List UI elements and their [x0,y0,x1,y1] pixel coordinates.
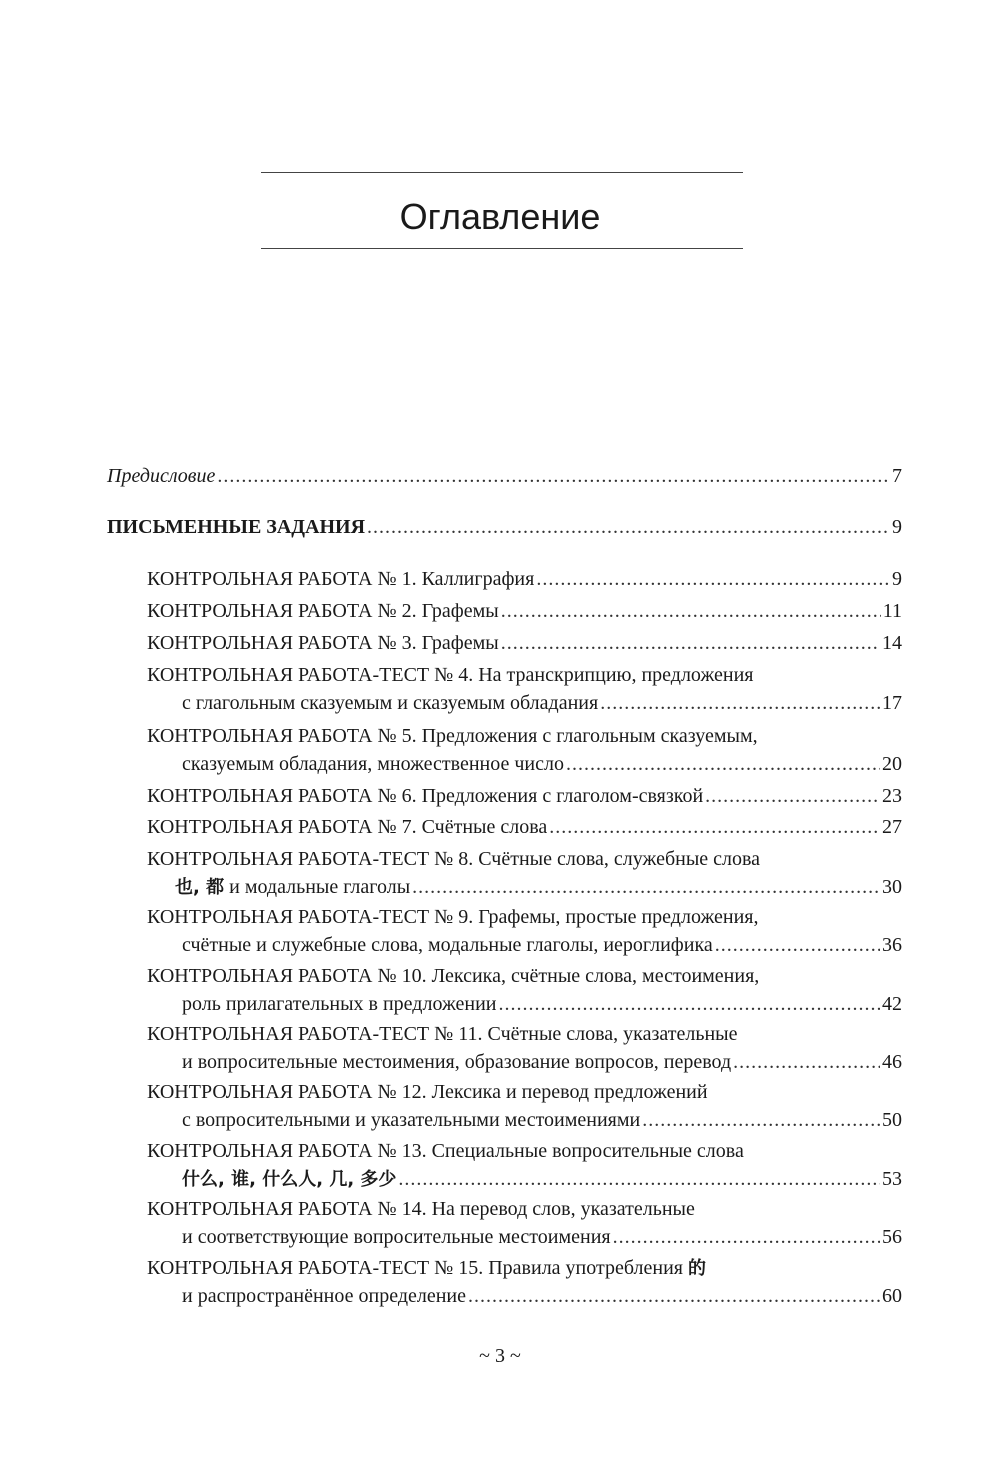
toc-entry-page: 53 [882,1168,902,1190]
toc-entry-label: КОНТРОЛЬНАЯ РАБОТА № 3. Графемы [147,632,499,654]
toc-entry-page: 50 [882,1109,902,1131]
toc-entry-line1 [0,722,1000,750]
toc-entry-line1 [0,1137,1000,1165]
toc-entry-page: 36 [882,934,902,956]
toc-entry-line2 [0,873,1000,901]
toc-entry-line2 [0,1106,1000,1134]
dot-leader [501,629,880,657]
toc-entry-line2 [0,1282,1000,1310]
toc-entry [0,597,1000,625]
toc-entry-line2 [0,931,1000,959]
toc-entry-hanzi: 什么, 谁, 什么人, 几, 多少 [182,1169,397,1190]
toc-entry-page: 27 [882,816,902,838]
toc-preface [0,462,1000,490]
toc-entry-page: 17 [882,692,902,714]
toc-entry-label: КОНТРОЛЬНАЯ РАБОТА-ТЕСТ № 11. Счётные слова, указательные [147,1023,738,1045]
toc-entry-label: КОНТРОЛЬНАЯ РАБОТА № 5. Предложения с глагольным сказуемым, [147,725,758,747]
dot-leader [600,689,880,717]
title-rule-top [261,172,743,173]
toc-entry-line1 [0,1254,1000,1282]
toc-entry [0,813,1000,841]
toc-entry-line2 [0,1223,1000,1251]
toc-entry-label: КОНТРОЛЬНАЯ РАБОТА-ТЕСТ № 8. Счётные слова, служебные слова [147,848,761,870]
toc-entry-line1 [0,845,1000,873]
toc-entry-page: 56 [882,1226,902,1248]
toc-entry-label: КОНТРОЛЬНАЯ РАБОТА-ТЕСТ № 15. Правила употребления [147,1257,683,1279]
toc-preface-page: 7 [892,465,902,487]
dot-leader [715,931,880,959]
dot-leader [468,1282,880,1310]
toc-entry-label: КОНТРОЛЬНАЯ РАБОТА № 6. Предложения с глаголом-связкой [147,785,704,807]
toc-entry [0,629,1000,657]
dot-leader [501,597,881,625]
toc-entry-label: КОНТРОЛЬНАЯ РАБОТА № 7. Счётные слова [147,816,548,838]
toc-entry [0,782,1000,810]
toc-entry-line2 [0,689,1000,717]
dot-leader [549,813,880,841]
toc-entry-page: 9 [892,568,902,590]
toc-entry-label-cont: и модальные глаголы [229,876,411,898]
toc-entry-label-cont: и вопросительные местоимения, образование вопросов, перевод [182,1051,732,1073]
toc-entry-page: 42 [882,993,902,1015]
dot-leader [733,1048,880,1076]
toc-entry-page: 20 [882,753,902,775]
toc-entry-hanzi: 的 [688,1258,706,1279]
toc-entry-label: КОНТРОЛЬНАЯ РАБОТА № 12. Лексика и перевод предложений [147,1081,708,1103]
toc-entry-label-cont: и распространённое определение [182,1285,467,1307]
dot-leader [566,750,880,778]
toc-entry-label: КОНТРОЛЬНАЯ РАБОТА № 1. Каллиграфия [147,568,535,590]
toc-section [0,513,1000,541]
toc-entry-label-cont: счётные и служебные слова, модальные глаголы, иероглифика [182,934,713,956]
toc-section-label: ПИСЬМЕННЫЕ ЗАДАНИЯ [107,516,366,538]
toc-entry-line2 [0,750,1000,778]
dot-leader [536,565,890,593]
toc-entry-line1 [0,1195,1000,1223]
toc-preface-label: Предисловие [107,465,216,487]
toc-entry-line1 [0,661,1000,689]
toc-entry-page: 14 [882,632,902,654]
title-rule-bottom [261,248,743,249]
toc-entry-page: 60 [882,1285,902,1307]
toc-entry-label: КОНТРОЛЬНАЯ РАБОТА № 13. Специальные вопросительные слова [147,1140,744,1162]
toc-entry-label: КОНТРОЛЬНАЯ РАБОТА-ТЕСТ № 9. Графемы, простые предложения, [147,906,759,928]
toc-entry-label-cont: сказуемым обладания, множественное число [182,753,564,775]
toc-entry [0,565,1000,593]
toc-entry-hanzi: 也, 都 [175,877,225,898]
toc-entry-label: КОНТРОЛЬНАЯ РАБОТА № 10. Лексика, счётные слова, местоимения, [147,965,760,987]
dot-leader [398,1165,880,1193]
toc-entry-label-cont: с вопросительными и указательными местоимениями [182,1109,641,1131]
toc-entry-line2 [0,1165,1000,1193]
toc-entry-line1 [0,1020,1000,1048]
toc-entry-label-cont: роль прилагательных в предложении [182,993,497,1015]
toc-entry-label-cont: с глагольным сказуемым и сказуемым обладания [182,692,599,714]
toc-entry-page: 46 [882,1051,902,1073]
page-title: Оглавление [399,196,601,237]
toc-entry-line1 [0,903,1000,931]
toc-entry-label-cont: и соответствующие вопросительные местоимения [182,1226,611,1248]
toc-entry-label: КОНТРОЛЬНАЯ РАБОТА № 14. На перевод слов, указательные [147,1198,695,1220]
dot-leader [613,1223,880,1251]
toc-entry-page: 11 [882,600,902,622]
toc-entry-label: КОНТРОЛЬНАЯ РАБОТА № 2. Графемы [147,600,499,622]
toc-entry-line2 [0,1048,1000,1076]
dot-leader [217,462,890,490]
dot-leader [412,873,880,901]
toc-entry-label: КОНТРОЛЬНАЯ РАБОТА-ТЕСТ № 4. На транскрипцию, предложения [147,664,754,686]
toc-entry-page: 30 [882,876,902,898]
toc-entry-line1 [0,1078,1000,1106]
dot-leader [705,782,880,810]
toc-entry-line2 [0,990,1000,1018]
dot-leader [642,1106,880,1134]
dot-leader [367,513,890,541]
toc-section-page: 9 [892,516,902,538]
page-number: ~ 3 ~ [479,1345,521,1367]
toc-entry-line1 [0,962,1000,990]
toc-entry-page: 23 [882,785,902,807]
dot-leader [498,990,880,1018]
